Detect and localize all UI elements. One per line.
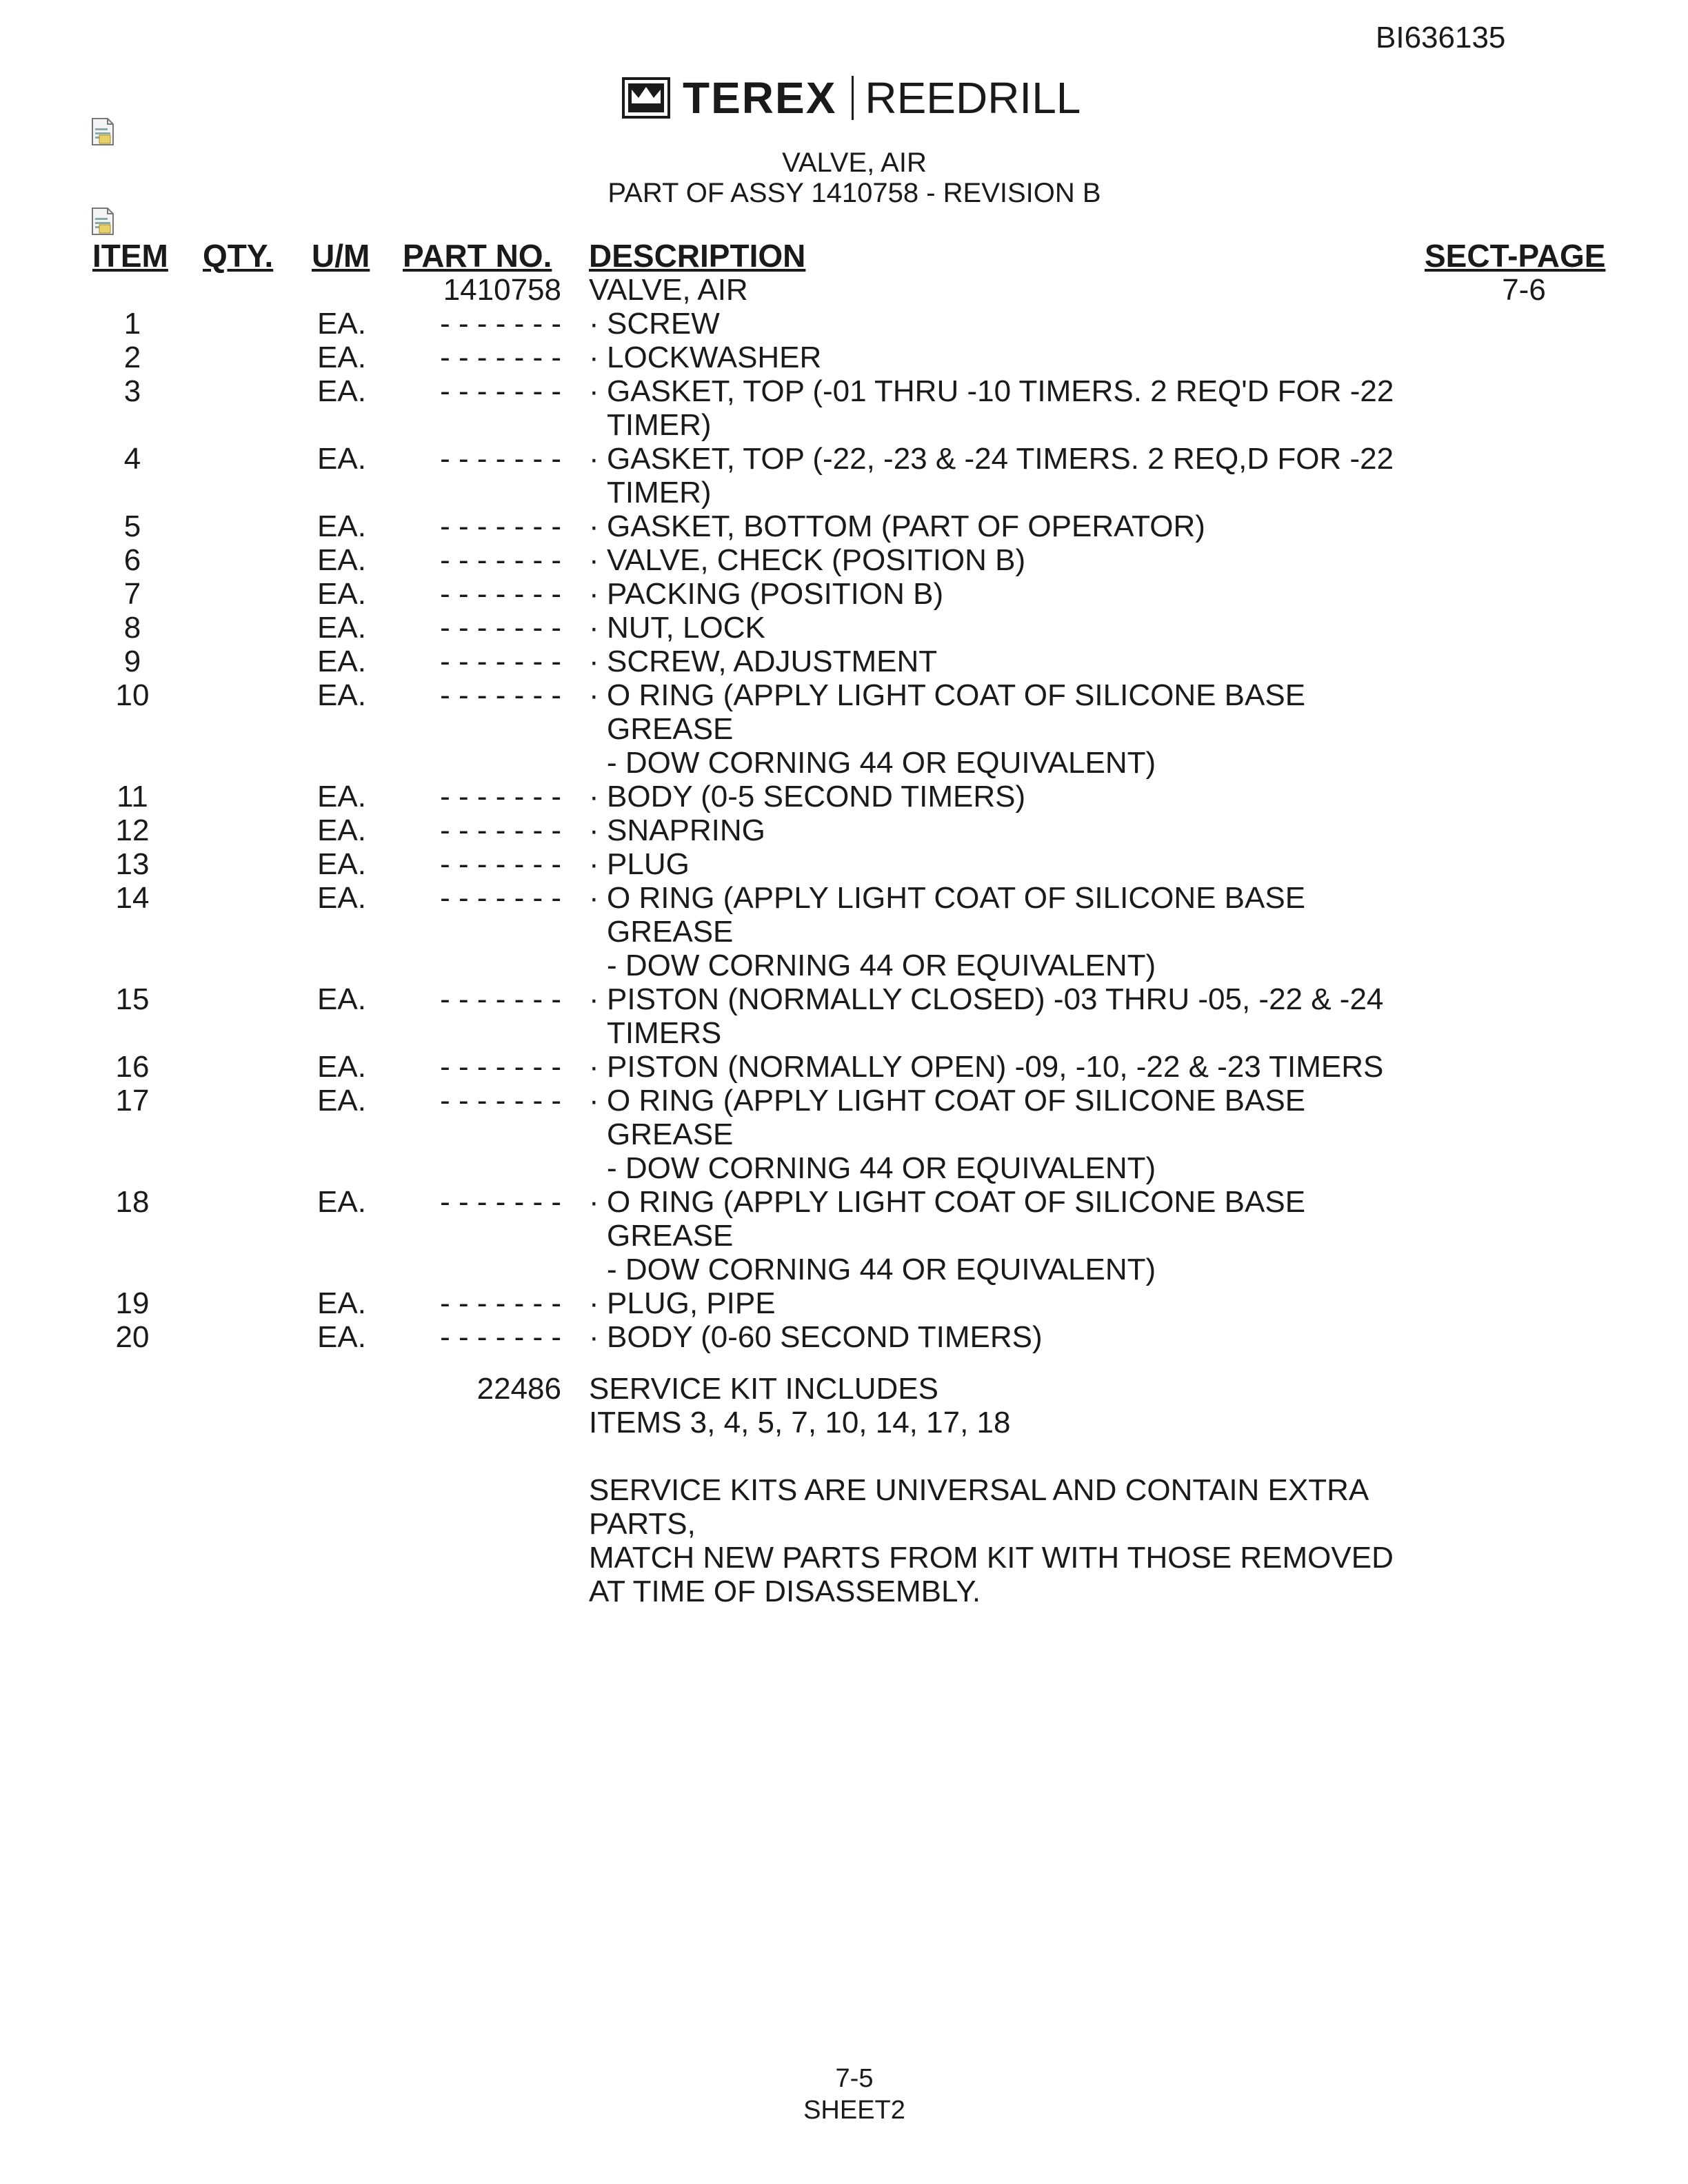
- service-kit-line: MATCH NEW PARTS FROM KIT WITH THOSE REMOVED: [589, 1541, 1394, 1575]
- description-text: TIMER): [607, 476, 712, 509]
- indent-bullet: ·: [589, 307, 599, 341]
- item-number: 18: [115, 1185, 150, 1219]
- indent-bullet: ·: [589, 374, 599, 408]
- terex-crown-logo-icon: [622, 77, 670, 119]
- description-text: SCREW: [607, 307, 720, 341]
- item-description: [589, 577, 943, 611]
- unit-of-measure: EA.: [317, 509, 366, 543]
- item-description: [589, 813, 765, 847]
- item-number: 4: [123, 442, 141, 476]
- item-description: [589, 645, 937, 678]
- indent-bullet: ·: [589, 611, 599, 645]
- header-description: DESCRIPTION: [589, 238, 806, 274]
- item-number: 5: [123, 509, 141, 543]
- item-description: [589, 847, 690, 881]
- item-number: 16: [115, 1050, 150, 1084]
- item-description-continued: [589, 1219, 733, 1253]
- description-text: O RING (APPLY LIGHT COAT OF SILICONE BASE: [607, 1084, 1306, 1118]
- item-number: 11: [117, 780, 148, 813]
- description-text: O RING (APPLY LIGHT COAT OF SILICONE BASE: [607, 1185, 1306, 1219]
- header-part-no: PART NO.: [403, 238, 552, 274]
- description-text: LOCKWASHER: [607, 341, 822, 374]
- unit-of-measure: EA.: [317, 847, 366, 881]
- item-number: 8: [123, 611, 141, 645]
- indent-bullet: ·: [589, 847, 599, 881]
- service-kit-line: ITEMS 3, 4, 5, 7, 10, 14, 17, 18: [589, 1406, 1011, 1439]
- header-um: U/M: [312, 238, 370, 274]
- description-text: O RING (APPLY LIGHT COAT OF SILICONE BASE: [607, 881, 1306, 915]
- header-item: ITEM: [92, 238, 168, 274]
- description-text: BODY (0-5 SECOND TIMERS): [607, 780, 1026, 813]
- description-text: GREASE: [607, 1219, 734, 1253]
- indent-bullet: ·: [589, 813, 599, 847]
- indent-bullet: ·: [589, 1084, 599, 1118]
- description-text: NUT, LOCK: [607, 611, 765, 645]
- item-description-continued: [589, 712, 733, 746]
- item-description: [589, 341, 821, 374]
- item-description: [589, 881, 1305, 915]
- unit-of-measure: EA.: [317, 813, 366, 847]
- indent-bullet: ·: [589, 1050, 599, 1084]
- part-number: - - - - - - -: [440, 847, 561, 881]
- item-description-continued: [589, 1016, 721, 1050]
- item-number: 20: [115, 1320, 150, 1354]
- unit-of-measure: EA.: [317, 982, 366, 1016]
- unit-of-measure: EA.: [317, 543, 366, 577]
- unit-of-measure: EA.: [317, 341, 366, 374]
- item-number: 17: [115, 1084, 150, 1118]
- description-text: - DOW CORNING 44 OR EQUIVALENT): [607, 1253, 1156, 1286]
- indent-bullet: ·: [589, 509, 599, 543]
- item-description-continued: [589, 408, 712, 442]
- description-text: BODY (0-60 SECOND TIMERS): [607, 1320, 1043, 1354]
- description-text: SNAPRING: [607, 813, 765, 847]
- description-text: SCREW, ADJUSTMENT: [607, 645, 938, 678]
- item-number: 10: [115, 678, 150, 712]
- description-text: PLUG: [607, 847, 690, 881]
- item-description-continued: [589, 1253, 1156, 1286]
- sheet-label: SHEET2: [803, 2096, 905, 2125]
- part-number: - - - - - - -: [440, 881, 561, 915]
- indent-bullet: ·: [589, 780, 599, 813]
- unit-of-measure: EA.: [317, 374, 366, 408]
- part-number: - - - - - - -: [440, 577, 561, 611]
- item-number: 13: [115, 847, 150, 881]
- document-link-icon[interactable]: [90, 207, 116, 236]
- unit-of-measure: EA.: [317, 442, 366, 476]
- service-kit-line: SERVICE KIT INCLUDES: [589, 1372, 938, 1406]
- description-text: PISTON (NORMALLY CLOSED) -03 THRU -05, -22 & -24: [607, 982, 1384, 1016]
- part-number: - - - - - - -: [440, 1185, 561, 1219]
- part-number: - - - - - - -: [440, 509, 561, 543]
- indent-bullet: ·: [589, 982, 599, 1016]
- description-text: TIMERS: [607, 1016, 722, 1050]
- item-description: [589, 1084, 1305, 1118]
- description-text: GREASE: [607, 1118, 734, 1151]
- indent-bullet: ·: [589, 1286, 599, 1320]
- part-number: - - - - - - -: [440, 780, 561, 813]
- item-description: [589, 307, 720, 341]
- description-text: GASKET, TOP (-22, -23 & -24 TIMERS. 2 REQ,D FOR -22: [607, 442, 1394, 476]
- part-number: - - - - - - -: [440, 611, 561, 645]
- item-description-continued: [589, 949, 1156, 982]
- document-link-icon[interactable]: [90, 117, 116, 146]
- description-text: PACKING (POSITION B): [607, 577, 944, 611]
- description-text: - DOW CORNING 44 OR EQUIVALENT): [607, 746, 1156, 780]
- description-text: - DOW CORNING 44 OR EQUIVALENT): [607, 1151, 1156, 1185]
- item-number: 6: [123, 543, 141, 577]
- item-description: [589, 442, 1394, 476]
- description-text: GREASE: [607, 712, 734, 746]
- description-text: O RING (APPLY LIGHT COAT OF SILICONE BASE: [607, 678, 1306, 712]
- item-description: [589, 374, 1394, 408]
- page-title: VALVE, AIR: [782, 148, 927, 178]
- unit-of-measure: EA.: [317, 577, 366, 611]
- part-number: - - - - - - -: [440, 678, 561, 712]
- item-number: 15: [115, 982, 150, 1016]
- item-description-continued: [589, 1118, 733, 1151]
- part-number: - - - - - - -: [440, 543, 561, 577]
- part-number: - - - - - - -: [440, 374, 561, 408]
- item-description-continued: [589, 476, 712, 509]
- service-kit-line: PARTS,: [589, 1507, 696, 1541]
- part-number: - - - - - - -: [440, 341, 561, 374]
- item-number: 14: [115, 881, 150, 915]
- part-number: - - - - - - -: [440, 1286, 561, 1320]
- parent-sect-page[interactable]: 7-6: [1502, 273, 1546, 307]
- description-text: GASKET, TOP (-01 THRU -10 TIMERS. 2 REQ'D FOR -22: [607, 374, 1394, 408]
- description-text: GASKET, BOTTOM (PART OF OPERATOR): [607, 509, 1205, 543]
- part-number: - - - - - - -: [440, 1320, 561, 1354]
- service-kit-line: AT TIME OF DISASSEMBLY.: [589, 1575, 981, 1608]
- unit-of-measure: EA.: [317, 1286, 366, 1320]
- description-text: GREASE: [607, 915, 734, 949]
- parent-description: VALVE, AIR: [589, 273, 748, 307]
- item-description-continued: [589, 1151, 1156, 1185]
- part-number: - - - - - - -: [440, 645, 561, 678]
- unit-of-measure: EA.: [317, 881, 366, 915]
- item-description: [589, 611, 765, 645]
- unit-of-measure: EA.: [317, 1050, 366, 1084]
- indent-bullet: ·: [589, 543, 599, 577]
- logo-divider: [852, 76, 854, 120]
- unit-of-measure: EA.: [317, 1084, 366, 1118]
- item-description: [589, 1185, 1305, 1219]
- item-number: 7: [123, 577, 141, 611]
- item-number: 12: [115, 813, 150, 847]
- indent-bullet: ·: [589, 577, 599, 611]
- part-number: - - - - - - -: [440, 442, 561, 476]
- unit-of-measure: EA.: [317, 1320, 366, 1354]
- unit-of-measure: EA.: [317, 780, 366, 813]
- item-description-continued: [589, 915, 733, 949]
- description-text: TIMER): [607, 408, 712, 442]
- logo-brand-text: TEREX: [683, 73, 837, 123]
- description-text: VALVE, CHECK (POSITION B): [607, 543, 1026, 577]
- terex-reedrill-logo: [622, 73, 1081, 123]
- service-kit-part-no: 22486: [476, 1372, 561, 1406]
- logo-sub-text: REEDRILL: [865, 73, 1081, 123]
- item-description: [589, 1320, 1043, 1354]
- unit-of-measure: EA.: [317, 307, 366, 341]
- header-sect-page: SECT-PAGE: [1425, 238, 1606, 274]
- unit-of-measure: EA.: [317, 645, 366, 678]
- description-text: PLUG, PIPE: [607, 1286, 776, 1320]
- description-text: - DOW CORNING 44 OR EQUIVALENT): [607, 949, 1156, 982]
- item-description: [589, 509, 1205, 543]
- item-description: [589, 678, 1305, 712]
- item-number: 19: [115, 1286, 150, 1320]
- indent-bullet: ·: [589, 881, 599, 915]
- unit-of-measure: EA.: [317, 678, 366, 712]
- item-description: [589, 780, 1025, 813]
- item-number: 3: [123, 374, 141, 408]
- indent-bullet: ·: [589, 678, 599, 712]
- part-number: - - - - - - -: [440, 307, 561, 341]
- indent-bullet: ·: [589, 341, 599, 374]
- indent-bullet: ·: [589, 1320, 599, 1354]
- indent-bullet: ·: [589, 442, 599, 476]
- item-description: [589, 1286, 776, 1320]
- part-number: - - - - - - -: [440, 1050, 561, 1084]
- part-number: - - - - - - -: [440, 982, 561, 1016]
- page-number: 7-5: [835, 2064, 874, 2093]
- item-number: 2: [123, 341, 141, 374]
- description-text: PISTON (NORMALLY OPEN) -09, -10, -22 & -23 TIMERS: [607, 1050, 1384, 1084]
- parent-part-no: 1410758: [443, 273, 561, 307]
- item-description: [589, 543, 1025, 577]
- item-number: 1: [123, 307, 141, 341]
- part-number: - - - - - - -: [440, 1084, 561, 1118]
- item-description: [589, 982, 1383, 1016]
- part-number: - - - - - - -: [440, 813, 561, 847]
- unit-of-measure: EA.: [317, 1185, 366, 1219]
- document-id: BI636135: [1376, 21, 1506, 54]
- item-description-continued: [589, 746, 1156, 780]
- header-qty: QTY.: [203, 238, 274, 274]
- indent-bullet: ·: [589, 1185, 599, 1219]
- item-description: [589, 1050, 1383, 1084]
- service-kit-line: SERVICE KITS ARE UNIVERSAL AND CONTAIN EXTRA: [589, 1473, 1369, 1507]
- unit-of-measure: EA.: [317, 611, 366, 645]
- indent-bullet: ·: [589, 645, 599, 678]
- assembly-subtitle: PART OF ASSY 1410758 - REVISION B: [607, 178, 1101, 208]
- item-number: 9: [123, 645, 141, 678]
